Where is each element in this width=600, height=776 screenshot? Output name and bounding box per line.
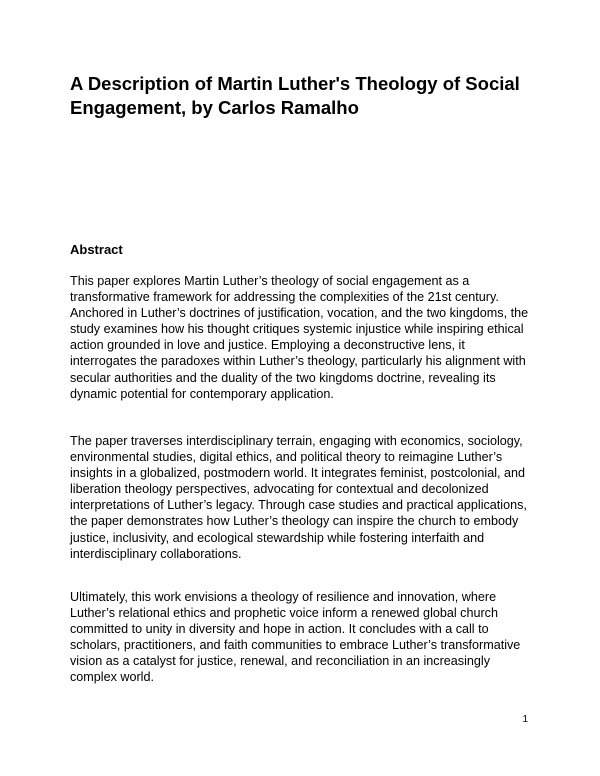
abstract-paragraph-3: Ultimately, this work envisions a theology of resilience and innovation, where Luther’s relational ethics and prophetic voice inform a renewed global church committed to unity in diversity and hope in action. It concludes with a call to scholars, practitioners, and faith communities to embrace Luther’s transformative vision as a catalyst for justice, renewal, and reconciliation in an increasingly complex world. <box>70 590 521 685</box>
abstract-paragraph-1: This paper explores Martin Luther’s theology of social engagement as a transformative framework for addressing the complexities of the 21st century. Anchored in Luther’s doctrines of justification, vocation, and the two kingdoms, the study examines how his thought critiques systemic injustice while inspiring ethical action grounded in love and justice. Employing a deconstructive lens, it interrogates the paradoxes within Luther’s theology, particularly his alignment with secular authorities and the duality of the two kingdoms doctrine, revealing its dynamic potential for contemporary application. <box>70 274 529 401</box>
abstract-heading: Abstract <box>70 242 123 257</box>
abstract-paragraph-2: The paper traverses interdisciplinary terrain, engaging with economics, sociology, environmental studies, digital ethics, and political theory to reimagine Luther’s insights in a globalized, postmodern world. It integrates feminist, postcolonial, and liberation theology perspectives, advocating for contextual and decolonized interpretations of Luther’s legacy. Through case studies and practical applications, the paper demonstrates how Luther’s theology can inspire the church to embody justice, inclusivity, and ecological stewardship while fostering interfaith and interdisciplinary collaborations. <box>70 434 527 561</box>
document-title: A Description of Martin Luther's Theology of Social Engagement, by Carlos Ramalho <box>70 73 520 118</box>
page-number: 1 <box>522 714 528 725</box>
